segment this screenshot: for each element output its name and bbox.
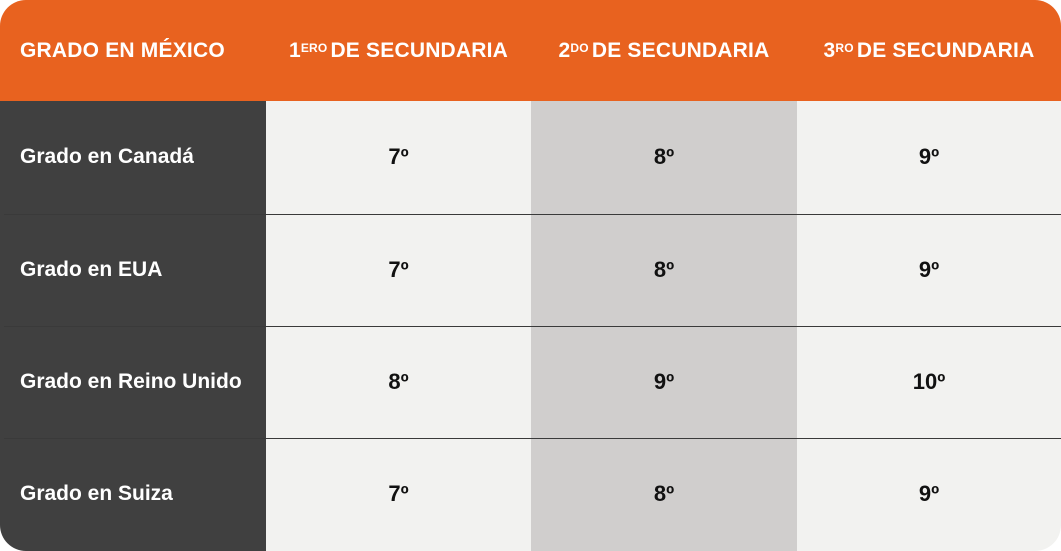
cell-3ro: 10º [912,369,946,394]
header-number: 3 [823,38,836,62]
cell-2do: 8º [653,481,675,506]
header-label: DE SECUNDARIA [856,38,1035,62]
table-row [0,101,1061,213]
row-label: Grado en EUA [20,258,163,281]
cell-1ero: 7º [388,144,409,169]
header-3ro-secundaria [797,0,1061,101]
table-row [0,214,1061,326]
cell-1ero: 8º [388,369,409,394]
table-header [0,0,1061,101]
header-superscript: RO [835,40,854,55]
header-label: GRADO EN MÉXICO [20,38,225,62]
cell-1ero: 7º [388,257,409,282]
cell-2do: 9º [653,369,675,394]
header-2do-secundaria [531,0,797,101]
cell-2do: 8º [653,257,675,282]
header-number: 2 [558,38,571,62]
row-label: Grado en Canadá [20,145,194,168]
header-label: DE SECUNDARIA [330,38,509,62]
cell-2do: 8º [653,144,675,169]
header-grado-en-mexico [20,0,225,101]
header-superscript: ERO [300,40,328,55]
table-row [0,326,1061,438]
cell-3ro: 9º [918,481,940,506]
header-superscript: DO [570,40,589,55]
cell-3ro: 9º [918,257,940,282]
cell-1ero: 7º [388,481,409,506]
header-1ero-secundaria [266,0,531,101]
header-label: DE SECUNDARIA [591,38,770,62]
row-label: Grado en Reino Unido [20,370,242,393]
header-number: 1 [288,38,301,62]
table-row [0,438,1061,550]
row-label: Grado en Suiza [20,482,173,505]
cell-3ro: 9º [918,144,940,169]
